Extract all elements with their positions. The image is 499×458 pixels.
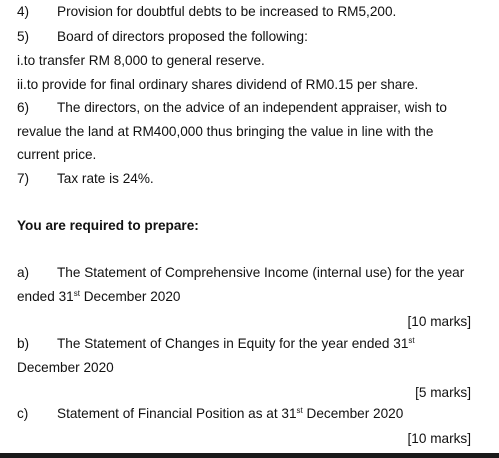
item-6-line-3: current price.: [17, 147, 97, 162]
item-4-number: 4): [17, 4, 30, 19]
task-c-line-1-text: Statement of Financial Position as at 31: [57, 406, 297, 421]
item-7-number: 7): [17, 171, 30, 186]
task-b-label: b): [17, 336, 30, 351]
task-b-line-1-text: The Statement of Changes in Equity for the year ended 31: [57, 336, 409, 351]
task-c-ordinal-suffix: st: [296, 406, 303, 415]
task-c-line-1-date: December 2020: [302, 406, 404, 421]
task-c-label: c): [17, 406, 29, 421]
page-bottom-edge: [0, 453, 499, 458]
task-a-line-2-date: December 2020: [79, 289, 181, 304]
task-a-line-2-text: ended 31: [17, 289, 74, 304]
item-5-sub-ii: ii.to provide for final ordinary shares dividend of RM0.15 per share.: [17, 77, 419, 92]
task-a-line-1: The Statement of Comprehensive Income (internal use) for the year: [57, 265, 465, 280]
task-c-line-1: [57, 406, 403, 422]
item-4-text: Provision for doubtful debts to be increased to RM5,200.: [57, 4, 397, 19]
item-6-line-1: The directors, on the advice of an independent appraiser, wish to: [57, 100, 447, 115]
task-a-ordinal-suffix: st: [73, 289, 80, 298]
task-b-line-2: December 2020: [17, 360, 114, 375]
item-5-number: 5): [17, 29, 30, 44]
task-a-label: a): [17, 265, 30, 280]
item-7-text: Tax rate is 24%.: [57, 171, 154, 186]
task-a-marks: [10 marks]: [407, 314, 471, 329]
task-b-ordinal-suffix: st: [408, 336, 415, 345]
task-b-line-1: [57, 336, 415, 352]
item-5-sub-i: i.to transfer RM 8,000 to general reserve.: [17, 53, 265, 68]
task-a-line-2: [17, 289, 180, 305]
item-5-text: Board of directors proposed the following:: [57, 29, 308, 44]
item-6-line-2: revalue the land at RM400,000 thus bringing the value in line with the: [17, 124, 434, 139]
required-heading: You are required to prepare:: [17, 218, 199, 233]
task-c-marks: [10 marks]: [407, 431, 471, 446]
task-b-marks: [5 marks]: [415, 385, 471, 400]
item-6-number: 6): [17, 100, 30, 115]
